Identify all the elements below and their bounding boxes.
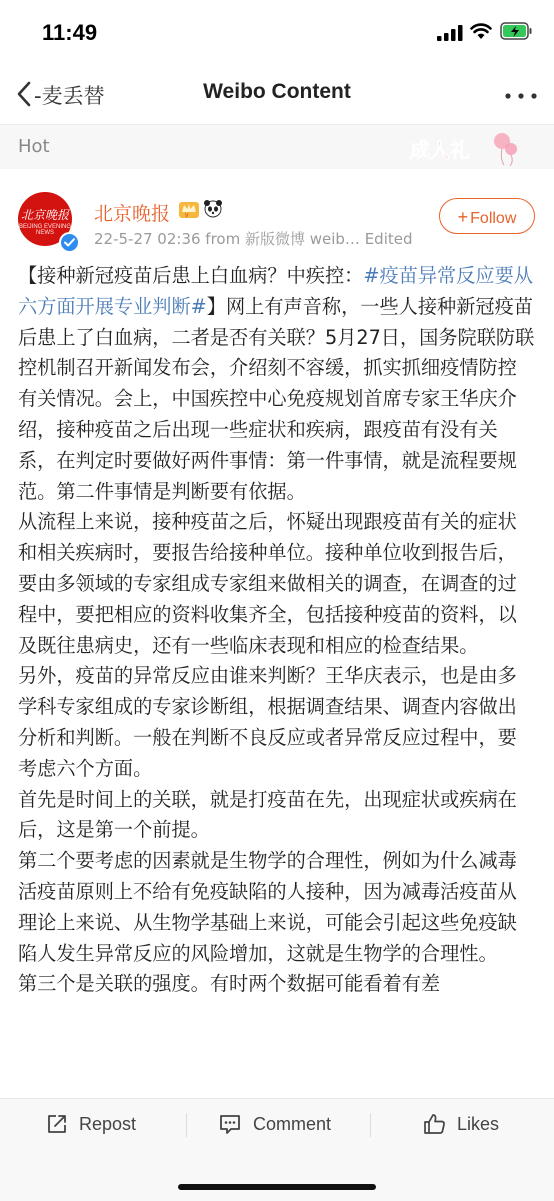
follow-label: Follow <box>470 210 517 227</box>
status-time: 11:49 <box>42 20 98 45</box>
promo-banner-text: 成人礼 <box>410 138 470 162</box>
bottom-action-bar <box>0 1098 554 1201</box>
post-paragraph: 第二个要考虑的因素就是生物学的合理性，例如为什么减毒活疫苗原则上不给有免疫缺陷的人接种，因为减毒活疫苗从理论上来说、从生物学基础上来说，可能会引起这些免疫缺陷人发生异常反应的风险增加，这就是生物学的合理性。 <box>18 849 517 965</box>
hot-bar <box>0 124 554 169</box>
thumbs-up-icon <box>423 1112 447 1136</box>
post-paragraph: 首先是时间上的关联，就是打疫苗在先，出现症状或疾病在后，这是第一个前提。 <box>18 787 517 842</box>
post-paragraph: 第三个是关联的强度。有时两个数据可能看着有差 <box>18 972 441 996</box>
wifi-icon <box>470 22 492 40</box>
hot-label: Hot <box>18 136 50 157</box>
follow-button[interactable] <box>439 198 535 234</box>
post-paragraph <box>18 261 536 507</box>
divider <box>186 1113 187 1137</box>
user-badges <box>177 198 225 220</box>
comment-button[interactable] <box>218 1111 348 1139</box>
likes-label: Likes <box>457 1114 500 1134</box>
repost-button[interactable] <box>46 1111 176 1139</box>
post-meta: 22-5-27 02:36 from 新版微博 weib… Edited <box>94 230 413 248</box>
verified-badge-icon <box>59 232 80 253</box>
paragraph-text: 【接种新冠疫苗后患上白血病？中疾控： <box>18 264 364 287</box>
back-label[interactable]: -麦丢替 <box>34 84 105 108</box>
panda-icon <box>204 200 222 217</box>
topic-link[interactable]: #疫苗异常反应要从六方面开展专业判断# <box>18 264 533 318</box>
repost-icon <box>46 1113 68 1135</box>
divider <box>370 1113 371 1137</box>
svg-text:V: V <box>185 213 189 219</box>
nav-bar <box>0 64 554 124</box>
plus-icon: + <box>457 207 469 227</box>
home-indicator[interactable] <box>178 1184 376 1190</box>
page-title: Weibo Content <box>203 80 351 103</box>
more-options-icon[interactable] <box>504 92 538 100</box>
avatar-logo-text: 北京晚报 <box>20 208 69 222</box>
comment-icon <box>218 1113 242 1135</box>
likes-button[interactable] <box>423 1111 523 1139</box>
repost-label: Repost <box>79 1114 137 1134</box>
avatar-logo-subtext: BEIJING EVENING NEWS <box>18 224 71 236</box>
status-bar <box>0 0 554 64</box>
post-paragraph: 另外，疫苗的异常反应由谁来判断？王华庆表示，也是由多学科专家组成的专家诊断组，根据调查结果、调查内容做出分析和判断。一般在判断不良反应或者异常反应过程中，要考虑六个方面。 <box>18 664 517 780</box>
comment-label: Comment <box>253 1114 332 1134</box>
author-name[interactable]: 北京晚报 <box>94 203 171 225</box>
battery-charging-icon <box>500 22 532 40</box>
post-paragraph: 从流程上来说，接种疫苗之后，怀疑出现跟疫苗有关的症状和相关疾病时，要报告给接种单位。接种单位收到报告后，要由多领域的专家组成专家组来做相关的调查，在调查的过程中，要把相应的资料收集齐全，包括接种疫苗的资料，以及既往患病史，还有一些临床表现和相应的检查结果。 <box>18 510 517 657</box>
promo-banner[interactable] <box>404 129 524 167</box>
cellular-signal-icon <box>437 25 463 41</box>
crown-badge-icon <box>179 202 199 219</box>
paragraph-text: 】网上有声音称，一些人接种新冠疫苗后患上了白血病，二者是否有关联？5月27日，国务院联防联控机制召开新闻发布会，介绍刻不容缓，抓实抓细疫情防控有关情况。会上，中国疾控中心免疫规划首席专家王华庆介绍，接种疫苗之后出现一些症状和疾病，跟疫苗有没有关系，在判定时要做好两件事情：第一件事情，就是流程要规范。第二件事情是判断要有依据。 <box>18 294 535 503</box>
post-content <box>18 261 536 1000</box>
